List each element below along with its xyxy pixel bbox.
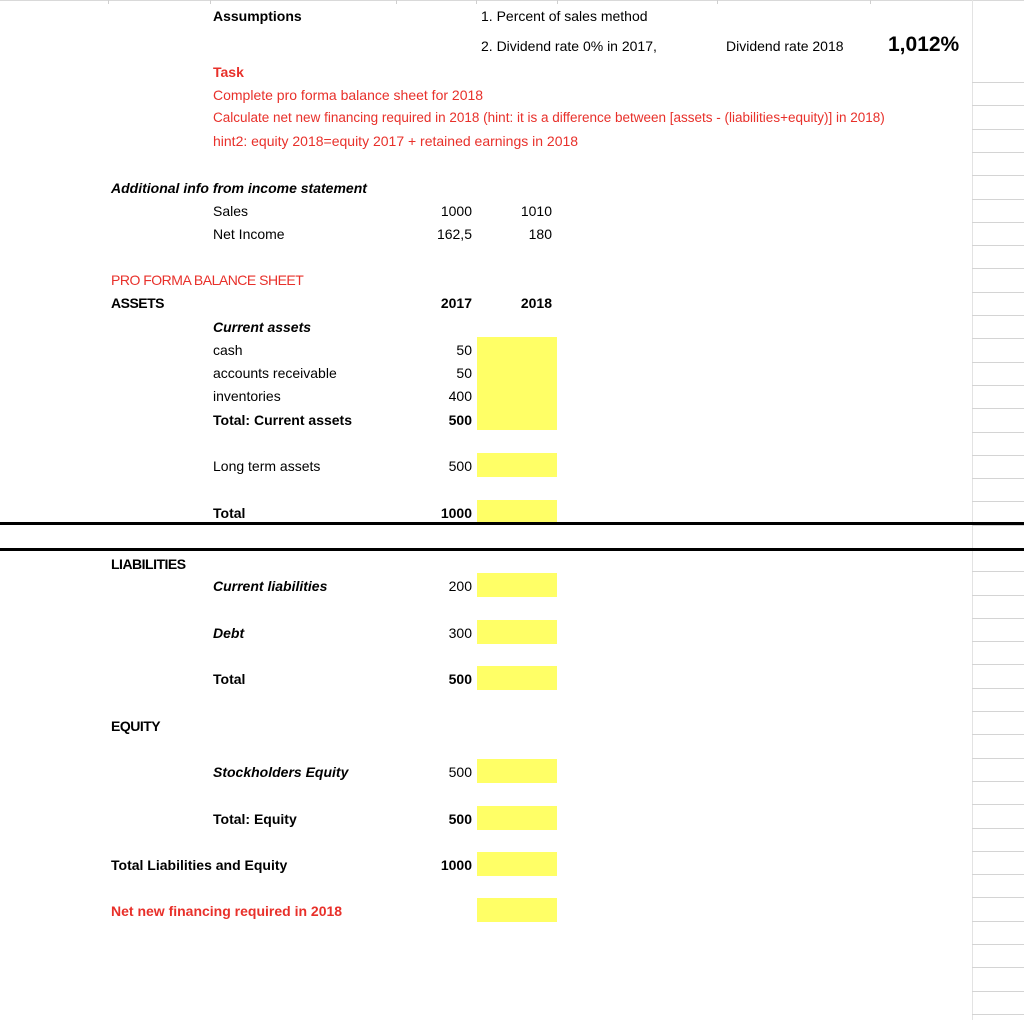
grid-row-line [972,688,1024,689]
assets-heading: ASSETS [111,295,165,311]
inventories-label: inventories [213,388,281,404]
column-tick [557,0,558,4]
assets-total-2018-input[interactable] [477,500,557,522]
grid-row-line [972,851,1024,852]
grid-row-line [972,758,1024,759]
total-equity-2017-cell[interactable]: 500 [448,811,472,827]
grid-row-line [972,292,1024,293]
debt-2018-input[interactable] [477,620,557,644]
liabilities-total-label: Total [213,671,246,687]
task-title: Task [213,64,244,80]
stockholders-equity-label: Stockholders Equity [213,764,349,780]
column-tick [476,0,477,4]
grid-row-line [972,991,1024,992]
cash-label: cash [213,342,243,358]
assumptions-label: Assumptions [213,8,302,24]
task-line-2: Calculate net new financing required in 2018 (hint: it is a difference between [assets - (liabilities+equity)] in 2018) [213,110,885,125]
total-equity-label: Total: Equity [213,811,297,827]
grid-row-line [972,408,1024,409]
sales-label: Sales [213,203,249,219]
section-divider-top [0,522,1024,525]
grid-row-line [972,664,1024,665]
column-tick [108,0,109,4]
column-tick [717,0,718,4]
grid-row-line [972,245,1024,246]
dividend-2018-value[interactable]: 1,012% [888,33,960,56]
grid-row-line [972,432,1024,433]
grid-row-line [972,385,1024,386]
year-2017-header: 2017 [440,295,472,311]
balance-sheet-title: PRO FORMA BALANCE SHEET [111,272,304,288]
assets-total-label: Total [213,505,246,521]
dividend-2018-label: Dividend rate 2018 [726,38,844,54]
grid-row-line [972,478,1024,479]
income-info-title: Additional info from income statement [111,180,367,196]
net-income-2017-cell[interactable]: 162,5 [436,226,472,242]
method-text: 1. Percent of sales method [481,8,648,24]
liabilities-total-2018-input[interactable] [477,666,557,690]
grid-row-line [972,734,1024,735]
current-liabilities-2018-input[interactable] [477,573,557,597]
sales-2018-cell[interactable]: 1010 [520,203,552,219]
section-divider-bottom [0,548,1024,551]
total-current-assets-2017-cell[interactable]: 500 [448,412,472,428]
grid-row-line [972,828,1024,829]
task-line-3: hint2: equity 2018=equity 2017 + retained earnings in 2018 [213,133,579,149]
net-new-financing-2018-input[interactable] [477,898,557,922]
grid-row-line [972,967,1024,968]
grid-row-line [972,571,1024,572]
grid-row-line [972,152,1024,153]
current-liabilities-label: Current liabilities [213,578,328,594]
grid-row-line [972,129,1024,130]
sales-2017-cell[interactable]: 1000 [440,203,472,219]
grid-row-line [972,362,1024,363]
grid-row-line [972,781,1024,782]
grid-row-line [972,222,1024,223]
grid-row-line [972,874,1024,875]
dividend-2017-text: 2. Dividend rate 0% in 2017, [481,38,657,54]
debt-label: Debt [213,625,245,641]
long-term-assets-2017-cell[interactable]: 500 [448,458,472,474]
column-tick [396,0,397,4]
grid-row-line [972,944,1024,945]
long-term-assets-label: Long term assets [213,458,321,474]
total-current-assets-label: Total: Current assets [213,412,352,428]
assets-total-2017-cell[interactable]: 1000 [440,505,472,521]
grid-row-line [972,82,1024,83]
column-tick [870,0,871,4]
accounts-receivable-label: accounts receivable [213,365,337,381]
total-liabilities-equity-label: Total Liabilities and Equity [111,857,288,873]
current-liabilities-2017-cell[interactable]: 200 [448,578,472,594]
grid-row-line [972,525,1024,526]
grid-row-line [972,315,1024,316]
long-term-assets-2018-input[interactable] [477,453,557,477]
net-income-label: Net Income [213,226,285,242]
grid-row-line [972,268,1024,269]
grid-row-line [972,338,1024,339]
net-income-2018-cell[interactable]: 180 [528,226,552,242]
debt-2017-cell[interactable]: 300 [448,625,472,641]
inventories-2017-cell[interactable]: 400 [448,388,472,404]
grid-row-line [972,1014,1024,1015]
grid-row-line [972,455,1024,456]
grid-row-line [972,921,1024,922]
equity-heading: EQUITY [111,718,161,734]
column-tick [210,0,211,4]
grid-row-line [972,175,1024,176]
cash-2017-cell[interactable]: 50 [456,342,472,358]
grid-column-line [972,0,973,1020]
liabilities-heading: LIABILITIES [111,556,186,572]
grid-row-line [972,804,1024,805]
stockholders-equity-2017-cell[interactable]: 500 [448,764,472,780]
net-new-financing-label: Net new financing required in 2018 [111,903,343,919]
grid-row-line [972,641,1024,642]
task-line-1: Complete pro forma balance sheet for 2018 [213,87,484,103]
accounts-receivable-2017-cell[interactable]: 50 [456,365,472,381]
grid-row-line [972,105,1024,106]
grid-row-line [972,199,1024,200]
grid-row-line [972,501,1024,502]
total-liabilities-equity-2017-cell[interactable]: 1000 [440,857,472,873]
year-2018-header: 2018 [520,295,552,311]
liabilities-total-2017-cell[interactable]: 500 [448,671,472,687]
current-assets-heading: Current assets [213,319,312,335]
grid-row-line [972,897,1024,898]
grid-row-line [972,618,1024,619]
stockholders-equity-2018-input[interactable] [477,759,557,783]
grid-row-line [972,711,1024,712]
total-liabilities-equity-2018-input[interactable] [477,852,557,876]
total-equity-2018-input[interactable] [477,806,557,830]
current-assets-2018-input-cells[interactable] [477,337,557,430]
grid-row-line [972,595,1024,596]
